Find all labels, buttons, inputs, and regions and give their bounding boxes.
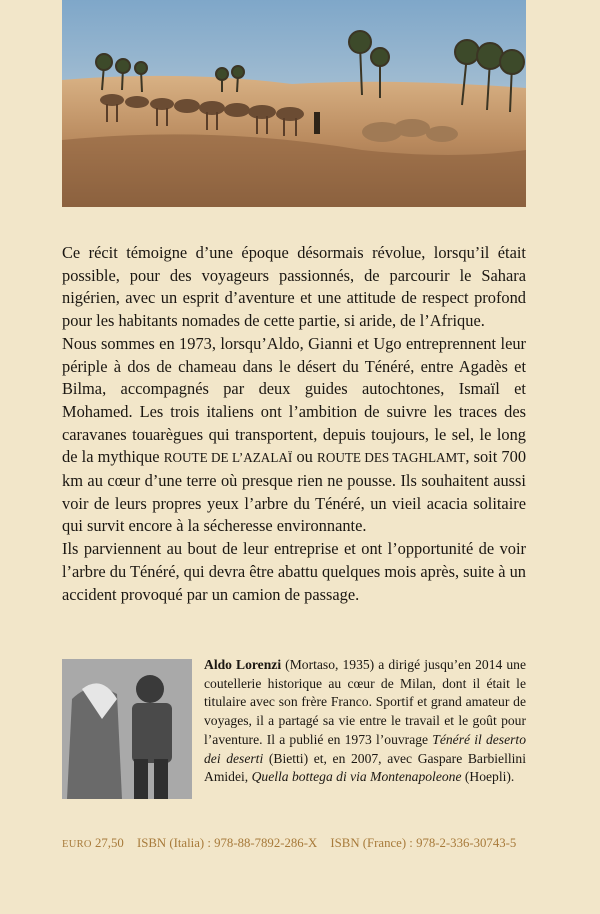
- isbn-france-value: 978-2-336-30743-5: [416, 836, 517, 850]
- author-bio: [204, 656, 526, 787]
- price-value: 27,50: [95, 836, 124, 850]
- blurb-paragraph-2: [62, 333, 526, 538]
- bio-text-2: (Bietti) et, en 2007, avec Gaspare Barbiellini Amidei,: [204, 750, 526, 785]
- isbn-italia-value: 978-88-7892-286-X: [214, 836, 318, 850]
- cover-photo-caravan: [62, 0, 526, 207]
- currency-label: EURO: [62, 839, 92, 850]
- author-photo: [62, 659, 192, 799]
- isbn-italia-label: ISBN (Italia) :: [137, 836, 211, 850]
- price-isbn-footer: [62, 836, 542, 851]
- blurb-paragraph-3: Ils parviennent au bout de leur entreprise et ont l’opportunité de voir l’arbre du Ténéré, qui devra être abattu quelques mois après, suite à un accident provoqué par un camion de passage.: [62, 539, 526, 604]
- route-name-azalai: ROUTE DE L’AZALAÏ: [163, 450, 293, 466]
- bio-text-3: (Hoepli).: [461, 769, 515, 785]
- blurb-paragraph-1: Ce récit témoigne d’une époque désormais révolue, lorsqu’il était possible, pour des voyageurs passionnés, de parcourir le Sahara nigérien, avec un esprit d’aventure et une attitude de respect profond pour les habitants nomades de cette partie, si aride, de l’Afrique.: [62, 243, 526, 331]
- isbn-france-label: ISBN (France) :: [330, 836, 413, 850]
- book-title-2: Quella bottega di via Montenapoleone: [251, 769, 462, 785]
- author-name: Aldo Lorenzi: [204, 657, 282, 672]
- bio-text-1: (Mortaso, 1935) a dirigé jusqu’en 2014 une coutellerie historique au cœur de Milan, dont il était le titulaire avec son frère Franco. Sportif et grand amateur de voyages, il a partagé sa vie entre le travail et le goût pour l’aventure. Il a publié en 1973 l’ouvrage: [204, 657, 527, 747]
- route-name-taghlamt: ROUTE DES TAGHLAMT: [317, 450, 466, 466]
- back-cover-blurb: [62, 242, 526, 606]
- blurb-paragraph-2-or: ou: [292, 447, 318, 467]
- blurb-paragraph-2-part-b: , soit 700 km au cœur d’une terre où presque rien ne pousse. Ils souhaitent aussi voir de leurs propres yeux l’arbre du Ténéré, un vieil acacia solitaire qui survit encore à la sécheresse environnante.: [62, 447, 527, 536]
- book-title-1: Ténéré il deserto dei deserti: [204, 731, 526, 766]
- blurb-paragraph-2-part-a: Nous sommes en 1973, lorsqu’Aldo, Gianni et Ugo entreprennent leur périple à dos de chameau dans le désert du Ténéré, entre Agadès et Bilma, accompagnés par deux guides autochtones, Ismaïl et Mohamed. Les trois italiens ont l’ambition de suivre les traces des caravanes touarègues qui transportent, depuis toujours, le sel, le long de la mythique: [62, 333, 526, 467]
